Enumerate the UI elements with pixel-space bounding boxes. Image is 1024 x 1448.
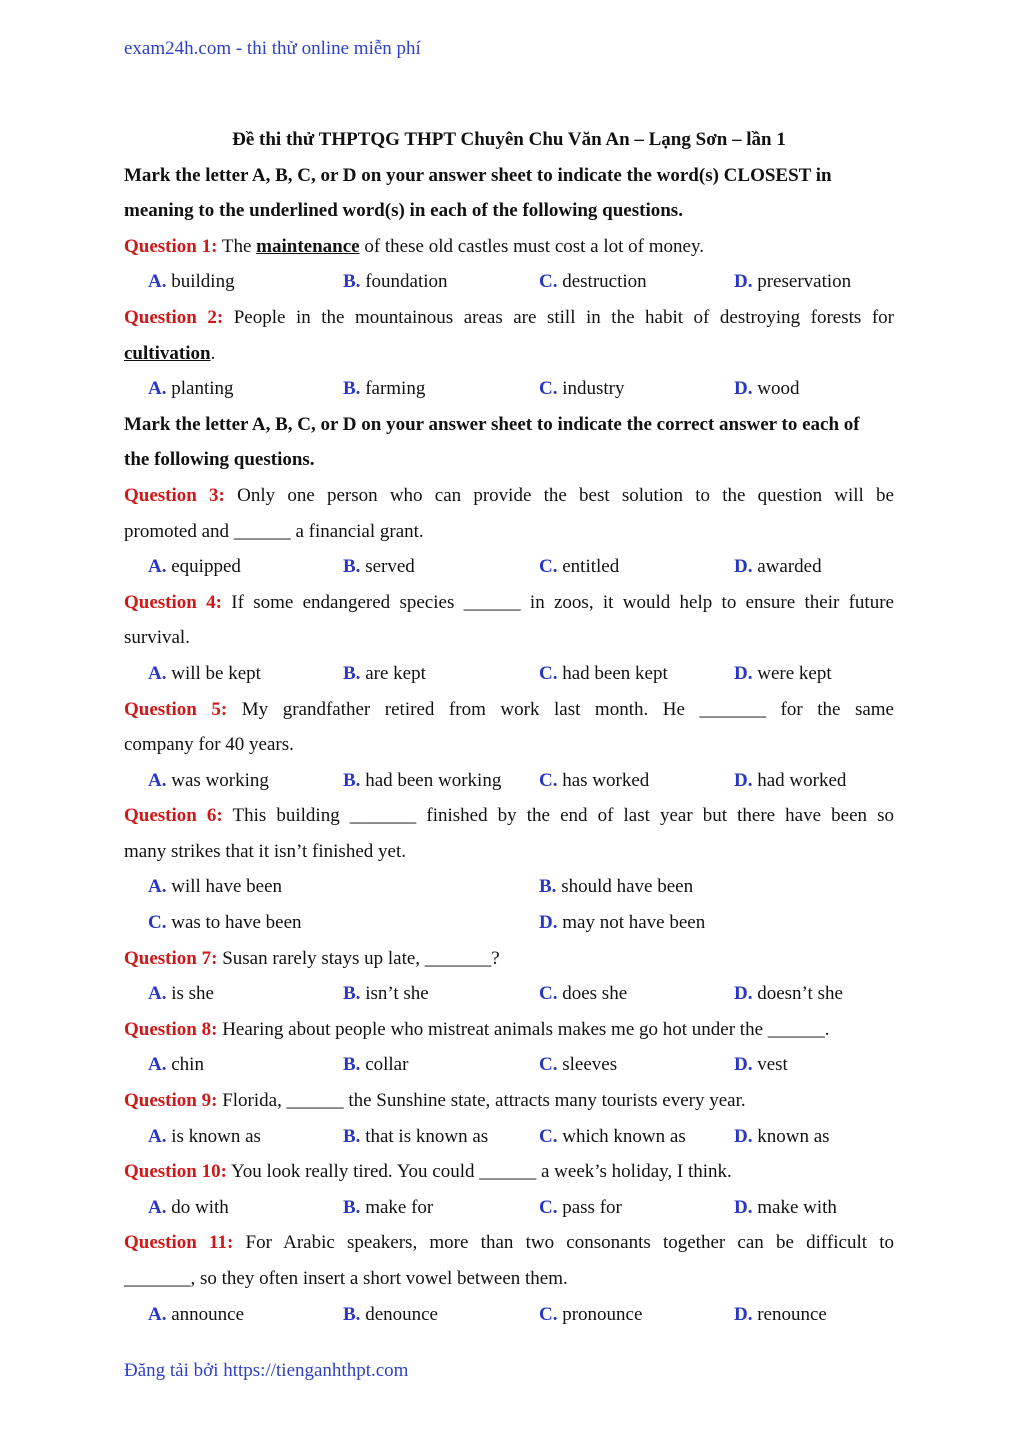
- question-5-continued: company for 40 years.: [124, 734, 294, 756]
- option-c[interactable]: C. pronounce: [539, 1303, 643, 1325]
- option-d[interactable]: D. renounce: [734, 1303, 827, 1325]
- option-a[interactable]: A. will have been: [148, 876, 283, 898]
- question-11: [124, 1225, 894, 1261]
- option-d[interactable]: D. doesn’t she: [734, 983, 843, 1005]
- question-label: Question 10:: [124, 1161, 227, 1183]
- option-b[interactable]: B. make for: [343, 1196, 434, 1218]
- option-d[interactable]: D. preservation: [734, 271, 852, 293]
- question-4-continued: survival.: [124, 627, 190, 649]
- question-label: Question 11:: [124, 1232, 234, 1254]
- option-a[interactable]: A. planting: [148, 378, 234, 400]
- option-d[interactable]: D. make with: [734, 1196, 837, 1218]
- question-text: My grandfather retired from work last month. He _______ for the same: [227, 698, 894, 720]
- question-label: Question 6:: [124, 805, 223, 827]
- question-label: Question 1:: [124, 235, 218, 257]
- option-b[interactable]: B. farming: [343, 378, 426, 400]
- question-label: Question 4:: [124, 591, 222, 613]
- question-3-continued: promoted and ______ a financial grant.: [124, 520, 424, 542]
- section2-instruction-line2: the following questions.: [124, 449, 315, 471]
- section1-instruction-line1: Mark the letter A, B, C, or D on your answer sheet to indicate the word(s) CLOSEST in: [124, 164, 832, 186]
- section2-instruction-line1: Mark the letter A, B, C, or D on your answer sheet to indicate the correct answer to each of: [124, 413, 860, 435]
- question-label: Question 8:: [124, 1018, 218, 1040]
- options-row: [124, 264, 894, 300]
- option-d[interactable]: D. had worked: [734, 769, 847, 791]
- options-row: [124, 976, 894, 1012]
- question-text: This building _______ finished by the end of last year but there have been so: [222, 805, 894, 827]
- option-c[interactable]: C. has worked: [539, 769, 650, 791]
- option-d[interactable]: D. vest: [734, 1054, 788, 1076]
- option-a[interactable]: A. was working: [148, 769, 269, 791]
- question-9: [124, 1083, 894, 1119]
- question-11-continued: _______, so they often insert a short vowel between them.: [124, 1268, 568, 1289]
- option-a[interactable]: A. equipped: [148, 556, 241, 578]
- option-a[interactable]: A. building: [148, 271, 235, 293]
- question-6: [124, 798, 894, 834]
- option-b[interactable]: B. denounce: [343, 1303, 438, 1325]
- question-text: The: [217, 235, 257, 257]
- options-row: [124, 1190, 894, 1226]
- question-text: Only one person who can provide the best solution to the question will be: [224, 484, 894, 506]
- options-row: [124, 869, 894, 905]
- option-a[interactable]: A. is she: [148, 983, 214, 1005]
- option-d[interactable]: D. may not have been: [539, 912, 706, 934]
- question-1: [124, 229, 894, 265]
- question-text: For Arabic speakers, more than two consonants together can be difficult to: [233, 1232, 895, 1254]
- option-a[interactable]: A. do with: [148, 1196, 229, 1218]
- options-row: [124, 1119, 894, 1155]
- question-10: [124, 1154, 894, 1190]
- question-label: Question 9:: [124, 1090, 218, 1112]
- option-b[interactable]: B. collar: [343, 1054, 409, 1076]
- underlined-word: maintenance: [256, 235, 360, 257]
- question-label: Question 2:: [124, 306, 224, 328]
- option-c[interactable]: C. destruction: [539, 271, 647, 293]
- underlined-word: cultivation: [124, 342, 211, 364]
- question-8: [124, 1012, 894, 1048]
- question-text: People in the mountainous areas are still in the habit of destroying forests for: [223, 306, 894, 328]
- option-b[interactable]: B. foundation: [343, 271, 448, 293]
- question-text: Florida, ______ the Sunshine state, attracts many tourists every year.: [217, 1090, 746, 1112]
- question-5: [124, 692, 894, 728]
- question-text: Susan rarely stays up late, _______?: [217, 947, 500, 969]
- question-7: [124, 941, 894, 977]
- option-b[interactable]: B. served: [343, 556, 415, 578]
- option-c[interactable]: C. which known as: [539, 1125, 686, 1147]
- section1-instruction-line2: meaning to the underlined word(s) in each of the following questions.: [124, 200, 683, 222]
- option-d[interactable]: D. known as: [734, 1125, 830, 1147]
- option-d[interactable]: D. awarded: [734, 556, 822, 578]
- option-c[interactable]: C. was to have been: [148, 912, 302, 934]
- question-2-continued: cultivation.: [124, 342, 216, 364]
- exam-title: Đề thi thử THPTQG THPT Chuyên Chu Văn An – Lạng Sơn – lần 1: [232, 129, 786, 150]
- question-text: of these old castles must cost a lot of money.: [359, 235, 704, 257]
- question-6-continued: many strikes that it isn’t finished yet.: [124, 840, 406, 862]
- question-text: Hearing about people who mistreat animals makes me go hot under the ______.: [217, 1018, 830, 1040]
- option-c[interactable]: C. pass for: [539, 1196, 622, 1218]
- option-b[interactable]: B. isn’t she: [343, 983, 429, 1005]
- option-c[interactable]: C. had been kept: [539, 662, 668, 684]
- option-c[interactable]: C. industry: [539, 378, 625, 400]
- option-a[interactable]: A. will be kept: [148, 662, 261, 684]
- options-row: [124, 549, 894, 585]
- options-row: [124, 371, 894, 407]
- option-d[interactable]: D. wood: [734, 378, 800, 400]
- option-b[interactable]: B. had been working: [343, 769, 502, 791]
- question-2: [124, 300, 894, 336]
- question-3: [124, 478, 894, 514]
- options-row: [124, 1047, 894, 1083]
- footer-source-link[interactable]: Đăng tải bởi https://tienganhthpt.com: [124, 1360, 409, 1381]
- option-b[interactable]: B. should have been: [539, 876, 694, 898]
- options-row: [124, 656, 894, 692]
- option-b[interactable]: B. that is known as: [343, 1125, 489, 1147]
- question-label: Question 7:: [124, 947, 218, 969]
- question-label: Question 5:: [124, 698, 228, 720]
- question-label: Question 3:: [124, 484, 225, 506]
- option-d[interactable]: D. were kept: [734, 662, 832, 684]
- header-site-link[interactable]: exam24h.com - thi thử online miễn phí: [124, 38, 421, 59]
- option-c[interactable]: C. sleeves: [539, 1054, 618, 1076]
- question-text: You look really tired. You could ______ a week’s holiday, I think.: [226, 1161, 732, 1183]
- option-a[interactable]: A. chin: [148, 1054, 204, 1076]
- question-4: [124, 585, 894, 621]
- options-row: [124, 1297, 894, 1333]
- options-row: [124, 905, 894, 941]
- option-c[interactable]: C. does she: [539, 983, 628, 1005]
- question-text: If some endangered species ______ in zoos, it would help to ensure their future: [221, 591, 894, 613]
- option-c[interactable]: C. entitled: [539, 556, 620, 578]
- option-a[interactable]: A. announce: [148, 1303, 245, 1325]
- option-b[interactable]: B. are kept: [343, 662, 426, 684]
- options-row: [124, 763, 894, 799]
- option-a[interactable]: A. is known as: [148, 1125, 261, 1147]
- exam-content: [124, 122, 894, 1332]
